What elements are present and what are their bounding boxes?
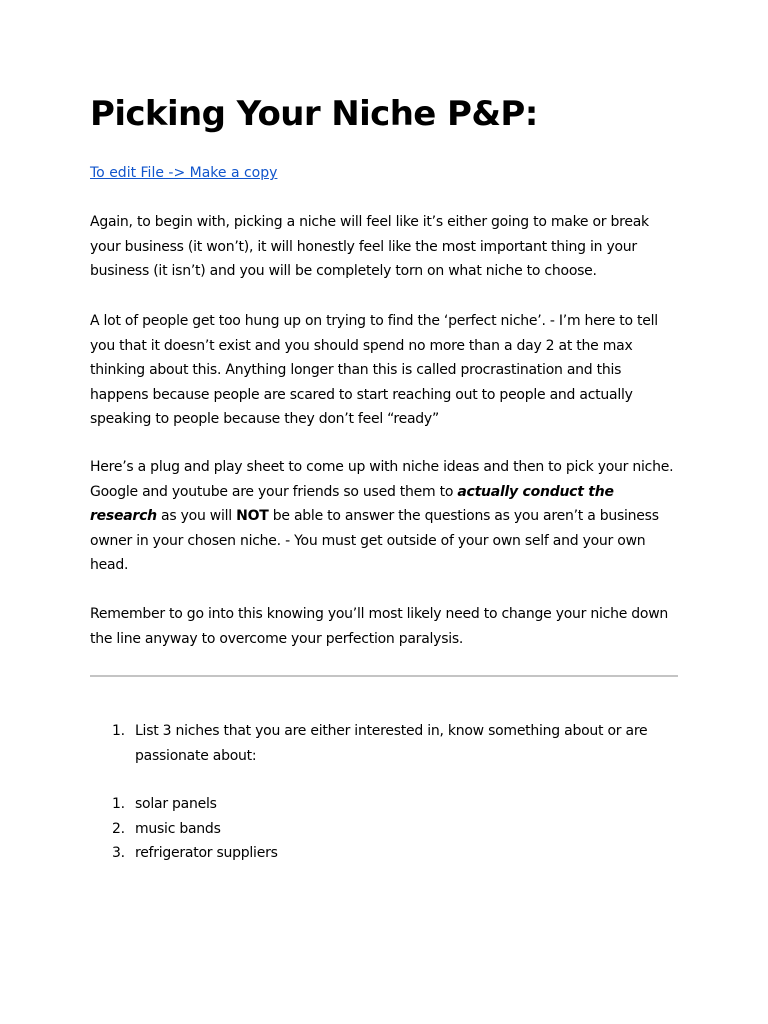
list-item-number: 3. bbox=[112, 845, 125, 861]
list-item-text: music bands bbox=[135, 820, 221, 837]
edit-file-link[interactable]: To edit File -> Make a copy bbox=[90, 165, 278, 181]
list-item-text: List 3 niches that you are either interested in, know something about or are passionate about: bbox=[135, 723, 648, 764]
p3-emphasis: actually conduct the research bbox=[90, 483, 614, 524]
plug-and-play-paragraph bbox=[90, 455, 678, 578]
p3-strong: NOT bbox=[236, 508, 269, 524]
list-item-text: solar panels bbox=[135, 796, 217, 812]
perfect-niche-paragraph: A lot of people get too hung up on trying to find the ‘perfect niche’. - I’m here to tell you that it doesn’t exist and you should spend no more than a day 2 at the max thinking about this. Anything longer than this is called procrastination and this happens because people are scared to start reaching out to people and actually speaking to people because they don’t feel “ready” bbox=[90, 313, 658, 427]
list-item-number: 1. bbox=[112, 796, 125, 812]
list-item bbox=[90, 841, 678, 866]
list-item bbox=[90, 817, 678, 842]
p3-text-part3: be able to answer the questions as you aren’t a business owner in your chosen niche. - You must get outside of your own self and your own head. bbox=[90, 508, 659, 573]
list-item-number: 1. bbox=[112, 723, 125, 739]
list-item-text: refrigerator suppliers bbox=[135, 845, 278, 861]
p3-text-part2: as you will bbox=[156, 508, 237, 524]
list-item-number: 2. bbox=[112, 820, 125, 837]
intro-paragraph: Again, to begin with, picking a niche will feel like it’s either going to make or break your business (it won’t), it will honestly feel like the most important thing in your business (it isn’t) and you will be completely torn on what niche to choose. bbox=[90, 214, 649, 279]
list-item bbox=[90, 792, 678, 817]
page-title: Picking Your Niche P&P: bbox=[90, 94, 538, 134]
reminder-paragraph: Remember to go into this knowing you’ll most likely need to change your niche down the line anyway to overcome your perfection paralysis. bbox=[90, 606, 669, 647]
list-item bbox=[90, 719, 678, 768]
answer-list bbox=[90, 792, 678, 866]
question-list bbox=[90, 719, 678, 768]
horizontal-divider bbox=[90, 675, 678, 677]
p3-text-part1: Here’s a plug and play sheet to come up with niche ideas and then to pick your niche. Google and youtube are your friends so used them to bbox=[90, 459, 674, 500]
